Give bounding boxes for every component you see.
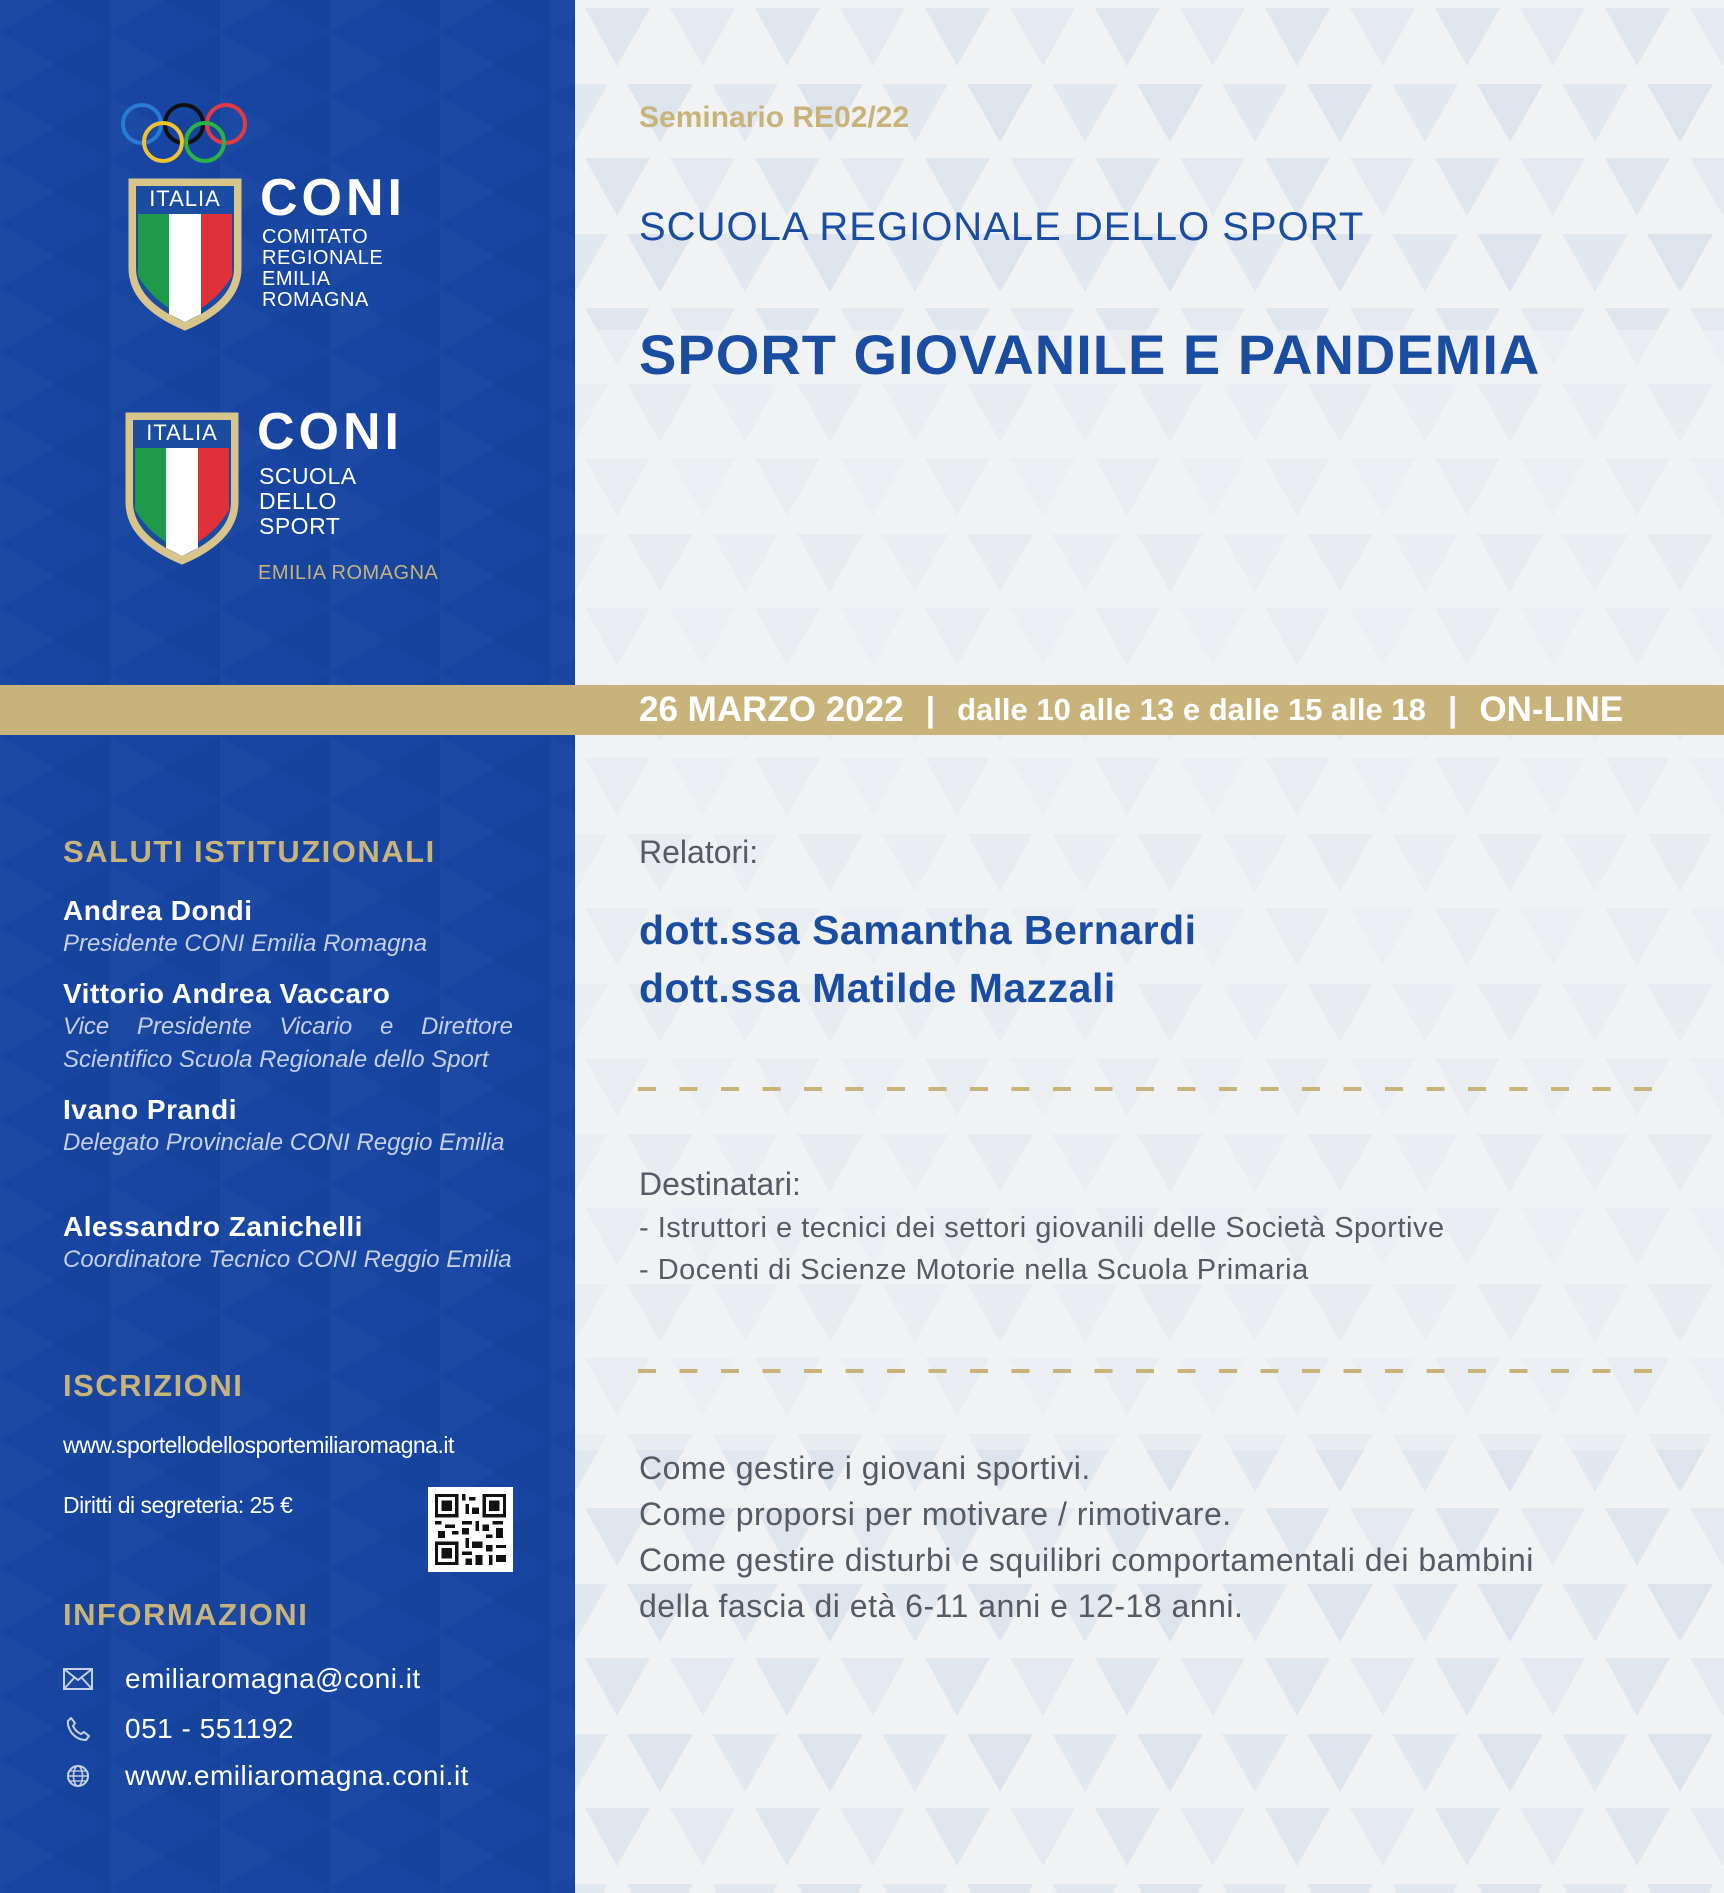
shield-label: ITALIA <box>146 420 218 445</box>
person-name: Vittorio Andrea Vaccaro <box>63 978 391 1009</box>
coni-brand: CONI <box>257 403 403 461</box>
topic-line: della fascia di età 6-11 anni e 12-18 anni. <box>639 1588 1244 1624</box>
topic-line: Come gestire i giovani sportivi. <box>639 1450 1091 1486</box>
info-phone-row <box>63 1713 294 1744</box>
logo-subtitle-line: DELLO SPORT <box>259 488 341 539</box>
envelope-icon <box>63 1664 93 1694</box>
event-title: SPORT GIOVANILE E PANDEMIA <box>639 323 1541 386</box>
greeting-person <box>63 895 513 960</box>
person-role: Coordinatore Tecnico CONI Reggio Emilia <box>63 1246 512 1273</box>
greetings-title: SALUTI ISTITUZIONALI <box>63 834 436 869</box>
registration-title: ISCRIZIONI <box>63 1368 244 1403</box>
info-phone[interactable]: 051 - 551192 <box>125 1713 294 1744</box>
info-email-link[interactable]: emiliaromagna@coni.it <box>125 1663 421 1694</box>
person-role: Presidente CONI Emilia Romagna <box>63 930 428 957</box>
topic-line: Come proporsi per motivare / rimotivare. <box>639 1496 1232 1532</box>
person-name: Ivano Prandi <box>63 1094 238 1125</box>
person-name: Alessandro Zanichelli <box>63 1211 363 1242</box>
audience-item: - Docenti di Scienze Motorie nella Scuola Primaria <box>639 1254 1309 1286</box>
coni-brand: CONI <box>260 169 406 227</box>
info-title: INFORMAZIONI <box>63 1597 309 1632</box>
dashed-divider <box>638 1087 1662 1091</box>
registration-website-link[interactable]: www.sportellodellosportemiliaromagna.it <box>63 1432 454 1458</box>
school-name: SCUOLA REGIONALE DELLO SPORT <box>639 205 1365 249</box>
greeting-person <box>63 1094 513 1159</box>
shield-label: ITALIA <box>149 186 221 211</box>
greeting-person <box>63 978 513 1076</box>
speaker-name: dott.ssa Samantha Bernardi <box>639 907 1197 953</box>
logo-subtitle-line: EMILIA ROMAGNA <box>262 268 369 311</box>
topic-line: Come gestire disturbi e squilibri comportamentali dei bambini <box>639 1542 1534 1578</box>
separator: | <box>1447 690 1458 729</box>
event-date: 26 MARZO 2022 <box>639 690 904 729</box>
registration-fee: Diritti di segreteria: 25 € <box>63 1492 293 1518</box>
seminar-code: Seminario RE02/22 <box>639 101 910 134</box>
speakers-label: Relatori: <box>639 834 759 870</box>
person-name: Andrea Dondi <box>63 895 253 926</box>
event-details <box>639 685 1679 735</box>
info-website-link[interactable]: www.emiliaromagna.coni.it <box>125 1760 469 1791</box>
phone-icon <box>63 1714 93 1744</box>
globe-icon <box>63 1761 93 1791</box>
info-email-row <box>63 1663 421 1694</box>
qr-code-icon <box>428 1487 513 1572</box>
event-time: dalle 10 alle 13 e dalle 15 alle 18 <box>957 692 1426 727</box>
logo-subtitle-line: COMITATO <box>262 226 369 248</box>
event-mode: ON-LINE <box>1479 690 1624 729</box>
person-role: Delegato Provinciale CONI Reggio Emilia <box>63 1129 505 1156</box>
dashed-divider <box>638 1369 1662 1373</box>
info-web-row <box>63 1760 469 1791</box>
audience-item: - Istruttori e tecnici dei settori giovanili delle Società Sportive <box>639 1212 1445 1244</box>
audience-label: Destinatari: <box>639 1166 801 1202</box>
separator: | <box>925 690 936 729</box>
logo-subtitle-line: REGIONALE <box>262 247 384 269</box>
speaker-name: dott.ssa Matilde Mazzali <box>639 965 1116 1011</box>
logo-subtitle-line: SCUOLA <box>259 463 357 489</box>
region-label: EMILIA ROMAGNA <box>258 562 439 584</box>
person-role: Vice Presidente Vicario e Direttore Scientifico Scuola Regionale dello Sport <box>63 1013 513 1073</box>
olympic-rings-icon <box>120 102 250 164</box>
greeting-person <box>63 1211 513 1276</box>
